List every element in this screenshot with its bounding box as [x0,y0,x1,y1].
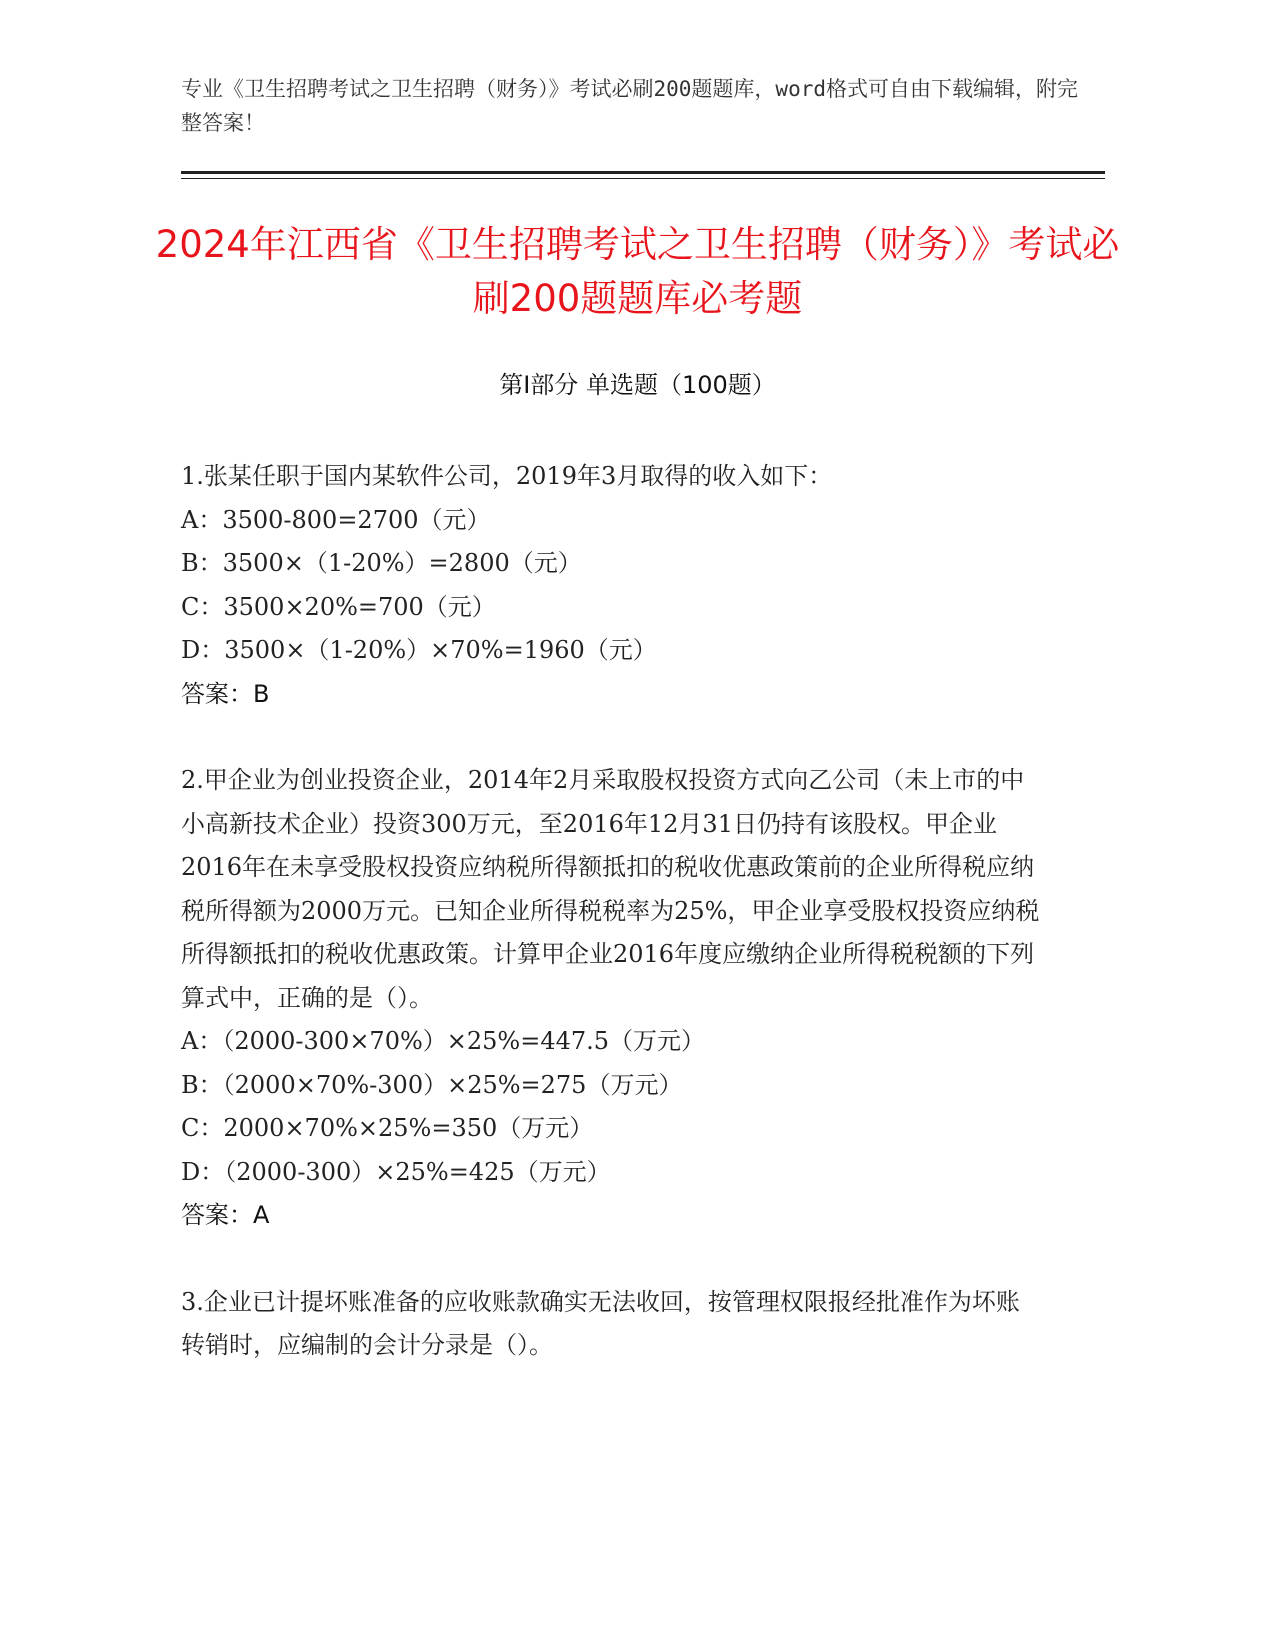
header-divider-thick [181,171,1105,174]
option-c: C：3500×20%=700（元） [181,592,496,621]
header-note: 专业《卫生招聘考试之卫生招聘（财务）》考试必刷200题题库，word格式可自由下载编辑，附完整答案！ [181,77,1078,135]
question-3 [181,1281,1041,1368]
question-stem: 1.张某任职于国内某软件公司，2019年3月取得的收入如下： [181,462,833,490]
option-a: A：（2000-300×70%）×25%=447.5（万元） [181,1027,706,1055]
header-divider-thin [181,178,1105,179]
question-1 [181,455,1041,716]
option-b: B：（2000×70%-300）×25%=275（万元） [181,1070,683,1099]
document-title: 2024年江西省《卫生招聘考试之卫生招聘（财务）》考试必刷200题题库必考题 [155,223,1120,320]
option-b: B：3500×（1-20%）=2800（元） [181,549,582,577]
section-title: 第I部分 单选题（100题） [499,371,776,399]
option-d: D：（2000-300）×25%=425（万元） [181,1157,611,1186]
question-list [181,455,1041,1411]
answer-line: 答案：A [181,1201,270,1229]
answer-line: 答案：B [181,679,270,708]
option-c: C：2000×70%×25%=350（万元） [181,1114,594,1142]
question-stem: 2.甲企业为创业投资企业，2014年2月采取股权投资方式向乙公司（未上市的中小高新技术企业）投资300万元，至2016年12月31日仍持有该股权。甲企业2016年在未享受股权投资应纳税所得额抵扣的税收优惠政策前的企业所得税应纳税所得额为2000万元。已知企业所得税税率为25%，甲企业享受股权投资应纳税所得额抵扣的税收优惠政策。计算甲企业2016年度应缴纳企业所得税税额的下列算式中，正确的是（）。 [181,766,1040,1012]
option-a: A：3500-800=2700（元） [181,505,491,534]
question-stem: 3.企业已计提坏账准备的应收账款确实无法收回，按管理权限报经批准作为坏账转销时，应编制的会计分录是（）。 [181,1287,1020,1359]
option-d: D：3500×（1-20%）×70%=1960（元） [181,636,657,664]
question-2 [181,759,1041,1238]
